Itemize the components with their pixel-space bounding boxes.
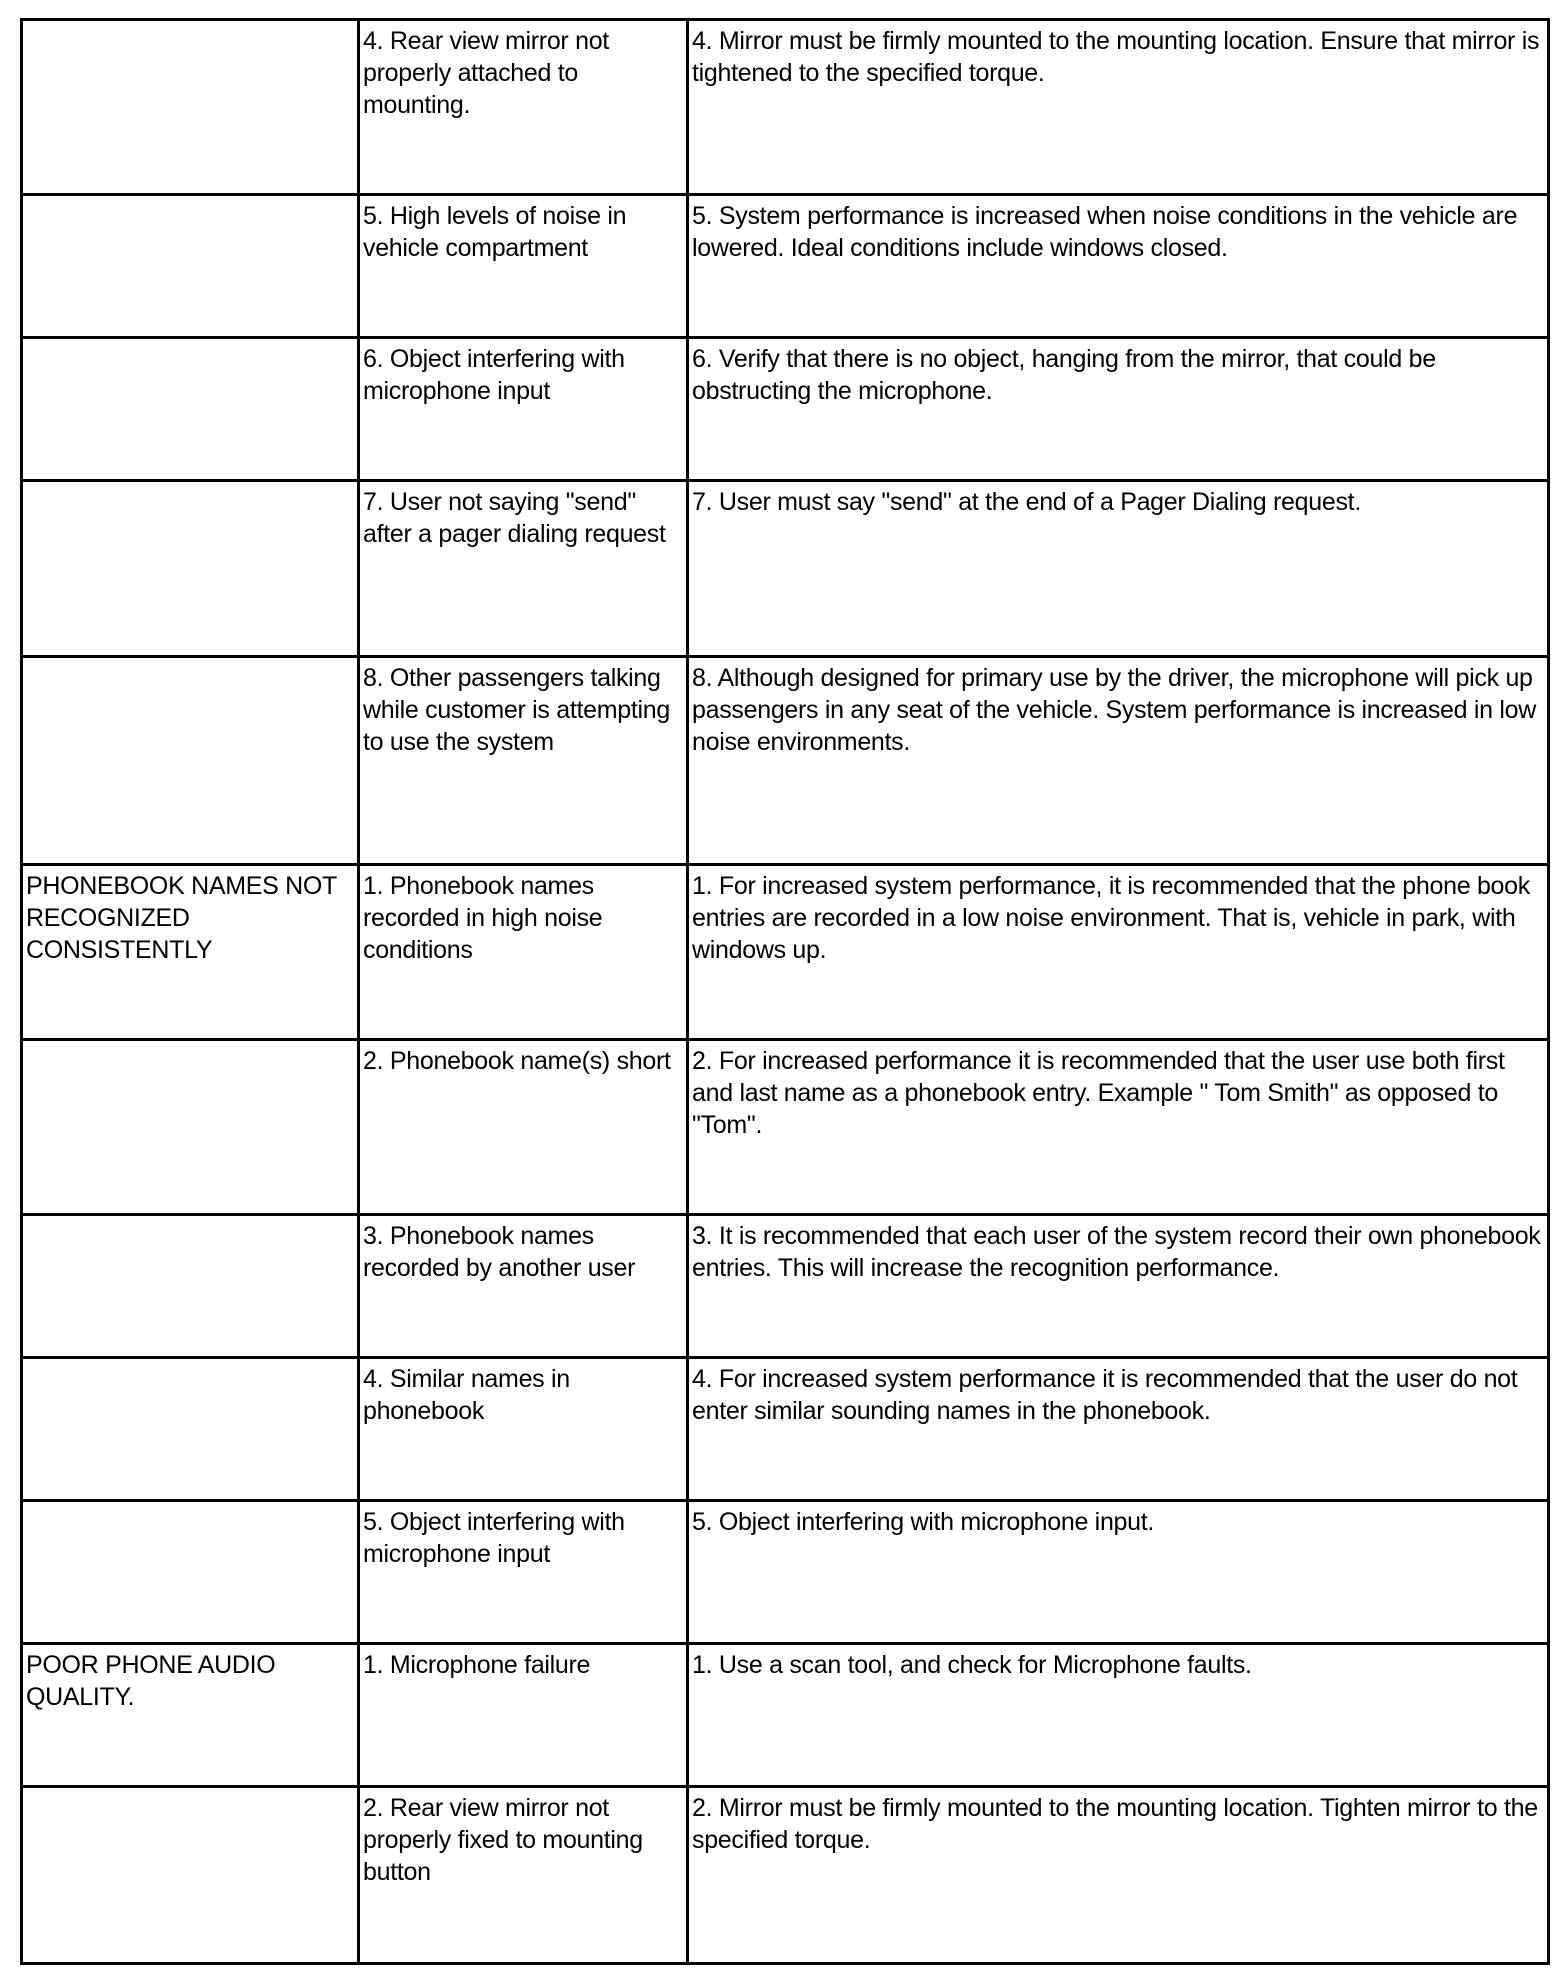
- document-page: [20, 18, 1547, 1965]
- condition-cell: [22, 1215, 359, 1358]
- cause-cell: 5. Object interfering with microphone input: [359, 1501, 688, 1644]
- condition-cell: [22, 1040, 359, 1215]
- condition-cell: [22, 1501, 359, 1644]
- table-row: [22, 338, 1549, 481]
- cause-cell: 2. Rear view mirror not properly fixed to mounting button: [359, 1787, 688, 1964]
- correction-cell: 5. Object interfering with microphone input.: [688, 1501, 1549, 1644]
- correction-cell: 4. Mirror must be firmly mounted to the mounting location. Ensure that mirror is tightened to the specified torque.: [688, 20, 1549, 195]
- correction-cell: 2. For increased performance it is recommended that the user use both first and last name as a phonebook entry. Example " Tom Smith" as opposed to "Tom".: [688, 1040, 1549, 1215]
- table-row: [22, 1644, 1549, 1787]
- cause-cell: 1. Phonebook names recorded in high noise conditions: [359, 865, 688, 1040]
- cause-cell: 7. User not saying "send" after a pager dialing request: [359, 481, 688, 657]
- correction-cell: 5. System performance is increased when noise conditions in the vehicle are lowered. Ideal conditions include windows closed.: [688, 195, 1549, 338]
- condition-cell: POOR PHONE AUDIO QUALITY.: [22, 1644, 359, 1787]
- correction-cell: 1. Use a scan tool, and check for Microphone faults.: [688, 1644, 1549, 1787]
- correction-cell: 1. For increased system performance, it is recommended that the phone book entries are recorded in a low noise environment. That is, vehicle in park, with windows up.: [688, 865, 1549, 1040]
- table-row: [22, 20, 1549, 195]
- correction-cell: 3. It is recommended that each user of the system record their own phonebook entries. This will increase the recognition performance.: [688, 1215, 1549, 1358]
- correction-cell: 6. Verify that there is no object, hanging from the mirror, that could be obstructing the microphone.: [688, 338, 1549, 481]
- cause-cell: 3. Phonebook names recorded by another user: [359, 1215, 688, 1358]
- condition-cell: [22, 1787, 359, 1964]
- table-row: [22, 1501, 1549, 1644]
- cause-cell: 6. Object interfering with microphone input: [359, 338, 688, 481]
- table-row: [22, 1215, 1549, 1358]
- table-row: [22, 657, 1549, 865]
- condition-cell: [22, 1358, 359, 1501]
- cause-cell: 8. Other passengers talking while customer is attempting to use the system: [359, 657, 688, 865]
- table-row: [22, 195, 1549, 338]
- condition-cell: [22, 195, 359, 338]
- cause-cell: 5. High levels of noise in vehicle compartment: [359, 195, 688, 338]
- correction-cell: 2. Mirror must be firmly mounted to the mounting location. Tighten mirror to the specified torque.: [688, 1787, 1549, 1964]
- table-row: [22, 481, 1549, 657]
- diagnostic-table: [20, 18, 1550, 1965]
- cause-cell: 1. Microphone failure: [359, 1644, 688, 1787]
- table-row: [22, 1358, 1549, 1501]
- condition-cell: [22, 338, 359, 481]
- cause-cell: 4. Rear view mirror not properly attached to mounting.: [359, 20, 688, 195]
- cause-cell: 4. Similar names in phonebook: [359, 1358, 688, 1501]
- correction-cell: 7. User must say "send" at the end of a Pager Dialing request.: [688, 481, 1549, 657]
- correction-cell: 4. For increased system performance it is recommended that the user do not enter similar sounding names in the phonebook.: [688, 1358, 1549, 1501]
- condition-cell: [22, 20, 359, 195]
- condition-cell: PHONEBOOK NAMES NOT RECOGNIZED CONSISTENTLY: [22, 865, 359, 1040]
- correction-cell: 8. Although designed for primary use by the driver, the microphone will pick up passengers in any seat of the vehicle. System performance is increased in low noise environments.: [688, 657, 1549, 865]
- table-row: [22, 865, 1549, 1040]
- cause-cell: 2. Phonebook name(s) short: [359, 1040, 688, 1215]
- condition-cell: [22, 657, 359, 865]
- table-row: [22, 1787, 1549, 1964]
- table-row: [22, 1040, 1549, 1215]
- condition-cell: [22, 481, 359, 657]
